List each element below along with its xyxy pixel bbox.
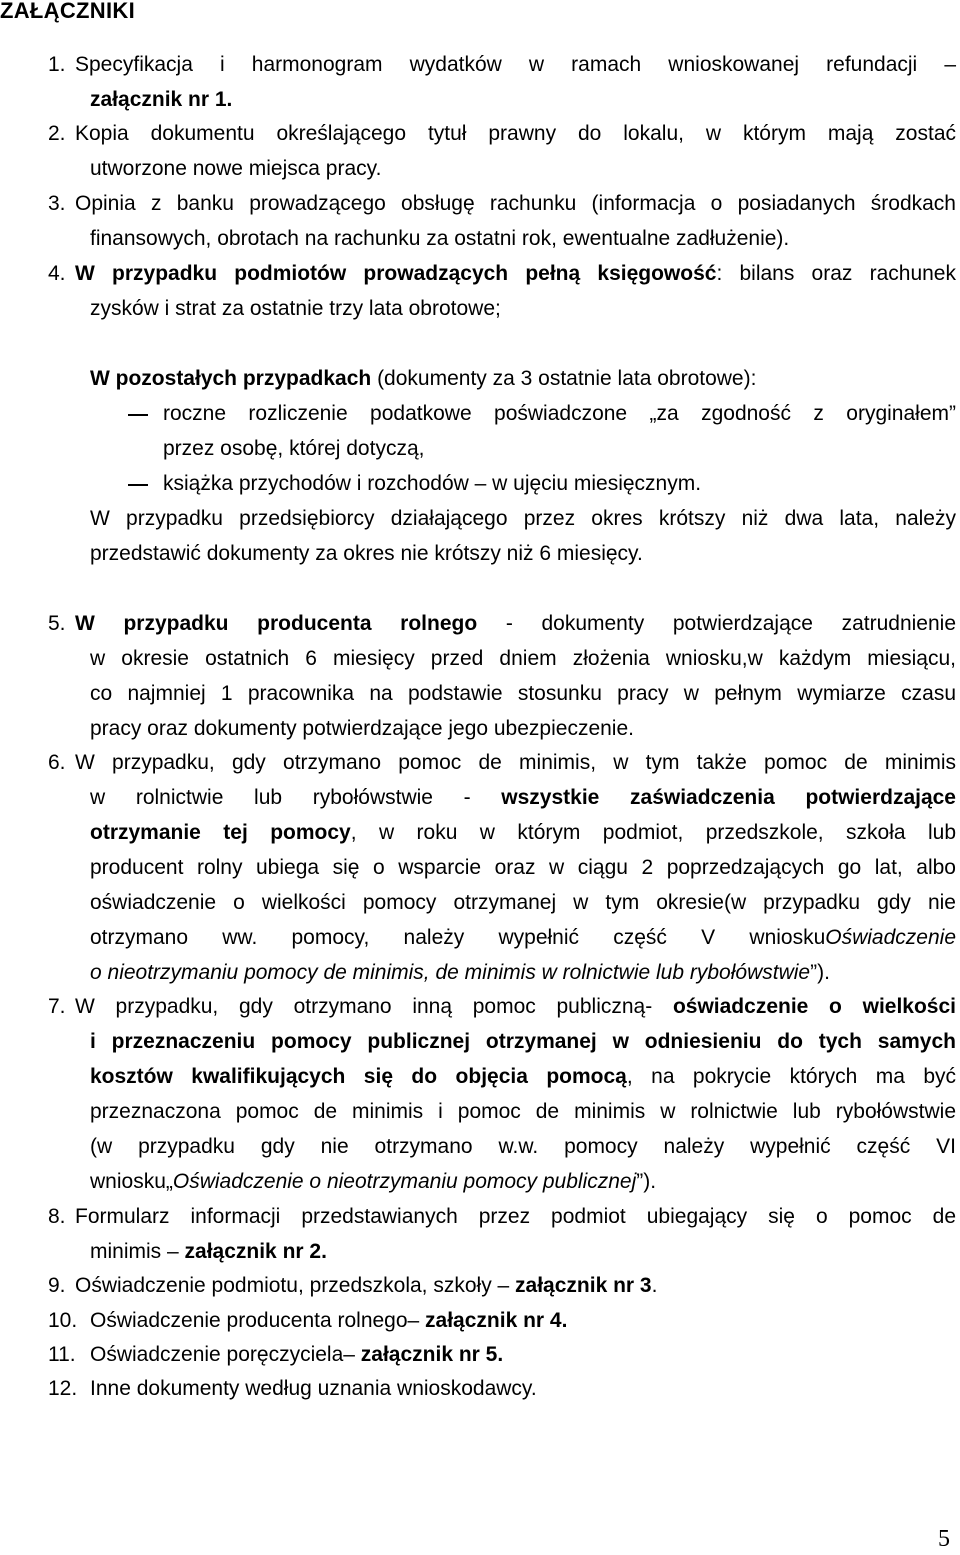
item-7-line-3: kosztów kwalifikujących się do objęcia pomocą, na pokrycie których ma być — [90, 1065, 956, 1088]
item-7-line-5: (w przypadku gdy nie otrzymano w.w. pomocy należy wypełnić część VI — [90, 1135, 956, 1158]
bold-phrase: kosztów kwalifikujących się do objęcia pomocą — [90, 1065, 627, 1088]
item-6-number: 6. — [48, 751, 66, 774]
bold-phrase: oświadczenie o wielkości — [672, 995, 956, 1018]
item-9-line-1: Oświadczenie podmiotu, przedszkola, szkoły – załącznik nr 3. — [75, 1274, 658, 1297]
item-1-number: 1. — [48, 53, 66, 76]
attachment-ref: załącznik nr 3 — [515, 1274, 652, 1297]
page-title: ZAŁĄCZNIKI — [0, 0, 135, 23]
item-4-paragraph-2: W pozostałych przypadkach (dokumenty za 3 ostatnie lata obrotowe): — [90, 367, 757, 390]
item-2-number: 2. — [48, 122, 66, 145]
item-6-line-3: otrzymanie tej pomocy, w roku w którym podmiot, przedszkole, szkoła lub — [90, 821, 956, 844]
item-7-number: 7. — [48, 995, 66, 1018]
item-8-line-1: Formularz informacji przedstawianych przez podmiot ubiegający się o pomoc de — [75, 1205, 956, 1228]
item-4-line-1: W przypadku podmiotów prowadzących pełną księgowość: bilans oraz rachunek — [75, 262, 956, 285]
item-10-number: 10. — [48, 1309, 78, 1332]
item-2-line-2: utworzone nowe miejsca pracy. — [90, 157, 382, 180]
bold-phrase: W przypadku podmiotów prowadzących pełną księgowość — [75, 262, 717, 285]
item-5-line-3: co najmniej 1 pracownika na podstawie stosunku pracy w pełnym wymiarze czasu — [90, 682, 956, 705]
item-11-number: 11. — [48, 1343, 76, 1366]
item-4-bullet-1-line-1: roczne rozliczenie podatkowe poświadczone „za zgodność z oryginałem” — [163, 402, 956, 425]
attachment-ref: załącznik nr 4. — [425, 1309, 568, 1332]
italic-phrase: Oświadczenie o nieotrzymaniu pomocy publicznej — [172, 1170, 637, 1193]
item-8-line-2: minimis – załącznik nr 2. — [90, 1240, 327, 1263]
item-4-paragraph-3-line-2: przedstawić dokumenty za okres nie krótszy niż 6 miesięcy. — [90, 542, 643, 565]
item-5-line-2: w okresie ostatnich 6 miesięcy przed dniem złożenia wniosku,w każdym miesiącu, — [90, 647, 956, 670]
item-7-line-4: przeznaczona pomoc de minimis i pomoc de minimis w rolnictwie lub rybołówstwie — [90, 1100, 956, 1123]
item-5-line-4: pracy oraz dokumenty potwierdzające jego ubezpieczenie. — [90, 717, 634, 740]
item-9-number: 9. — [48, 1274, 66, 1297]
attachment-ref: załącznik nr 1. — [90, 88, 233, 111]
item-10-line-1: Oświadczenie producenta rolnego– załącznik nr 4. — [90, 1309, 568, 1332]
item-4-number: 4. — [48, 262, 66, 285]
dash-bullet — [128, 414, 148, 416]
page-number: 5 — [938, 1526, 950, 1552]
item-3-line-2: finansowych, obrotach na rachunku za ostatni rok, ewentualne zadłużenie). — [90, 227, 790, 250]
item-1-line-2 — [90, 86, 232, 114]
item-6-line-6: otrzymano ww. pomocy, należy wypełnić część V wnioskuOświadczenie — [90, 926, 956, 949]
item-4-line-2: zysków i strat za ostatnie trzy lata obrotowe; — [90, 297, 501, 320]
item-5-line-1: W przypadku producenta rolnego - dokumenty potwierdzające zatrudnienie — [75, 612, 956, 635]
bold-phrase: otrzymanie tej pomocy — [90, 821, 351, 844]
bold-phrase: W przypadku producenta rolnego — [75, 612, 478, 635]
attachment-ref: załącznik nr 2. — [184, 1240, 327, 1263]
item-3-line-1: Opinia z banku prowadzącego obsługę rachunku (informacja o posiadanych środkach — [75, 192, 956, 215]
dash-bullet — [128, 484, 148, 486]
item-7-line-6: wniosku„Oświadczenie o nieotrzymaniu pomocy publicznej”). — [90, 1170, 657, 1193]
item-11-line-1: Oświadczenie poręczyciela– załącznik nr 5. — [90, 1343, 504, 1366]
item-6-line-7: o nieotrzymaniu pomocy de minimis, de minimis w rolnictwie lub rybołówstwie”). — [90, 961, 830, 984]
item-4-paragraph-3-line-1: W przypadku przedsiębiorcy działającego przez okres krótszy niż dwa lata, należy — [90, 507, 956, 530]
item-7-line-2 — [90, 1028, 956, 1056]
item-6-line-2: w rolnictwie lub rybołówstwie - wszystkie zaświadczenia potwierdzające — [90, 786, 956, 809]
item-6-line-5: oświadczenie o wielkości pomocy otrzymanej w tym okresie(w przypadku gdy nie — [90, 891, 956, 914]
item-2-line-1: Kopia dokumentu określającego tytuł prawny do lokalu, w którym mają zostać — [75, 122, 956, 145]
item-4-bullet-2: książka przychodów i rozchodów – w ujęciu miesięcznym. — [163, 472, 702, 495]
attachment-ref: załącznik nr 5. — [360, 1343, 504, 1366]
item-4-bullet-1-line-2: przez osobę, której dotyczą, — [163, 437, 425, 460]
bold-phrase: W pozostałych przypadkach — [90, 367, 372, 390]
item-1-line-1: Specyfikacja i harmonogram wydatków w ramach wnioskowanej refundacji – — [75, 53, 956, 76]
bold-phrase: wszystkie zaświadczenia potwierdzające — [501, 786, 956, 809]
italic-phrase: o nieotrzymaniu pomocy de minimis, de minimis w rolnictwie lub rybołówstwie — [90, 961, 811, 984]
item-8-number: 8. — [48, 1205, 66, 1228]
item-12-line-1: Inne dokumenty według uznania wnioskodawcy. — [90, 1377, 537, 1400]
item-12-number: 12. — [48, 1377, 78, 1400]
item-6-line-4: producent rolny ubiega się o wsparcie oraz w ciągu 2 poprzedzających go lat, albo — [90, 856, 956, 879]
bold-phrase: i przeznaczeniu pomocy publicznej otrzymanej w odniesieniu do tych samych — [90, 1030, 956, 1053]
item-6-line-1: W przypadku, gdy otrzymano pomoc de minimis, w tym także pomoc de minimis — [75, 751, 956, 774]
italic-phrase: Oświadczenie — [825, 926, 956, 949]
item-7-line-1: W przypadku, gdy otrzymano inną pomoc publiczną- oświadczenie o wielkości — [75, 995, 956, 1018]
item-3-number: 3. — [48, 192, 66, 215]
item-5-number: 5. — [48, 612, 66, 635]
